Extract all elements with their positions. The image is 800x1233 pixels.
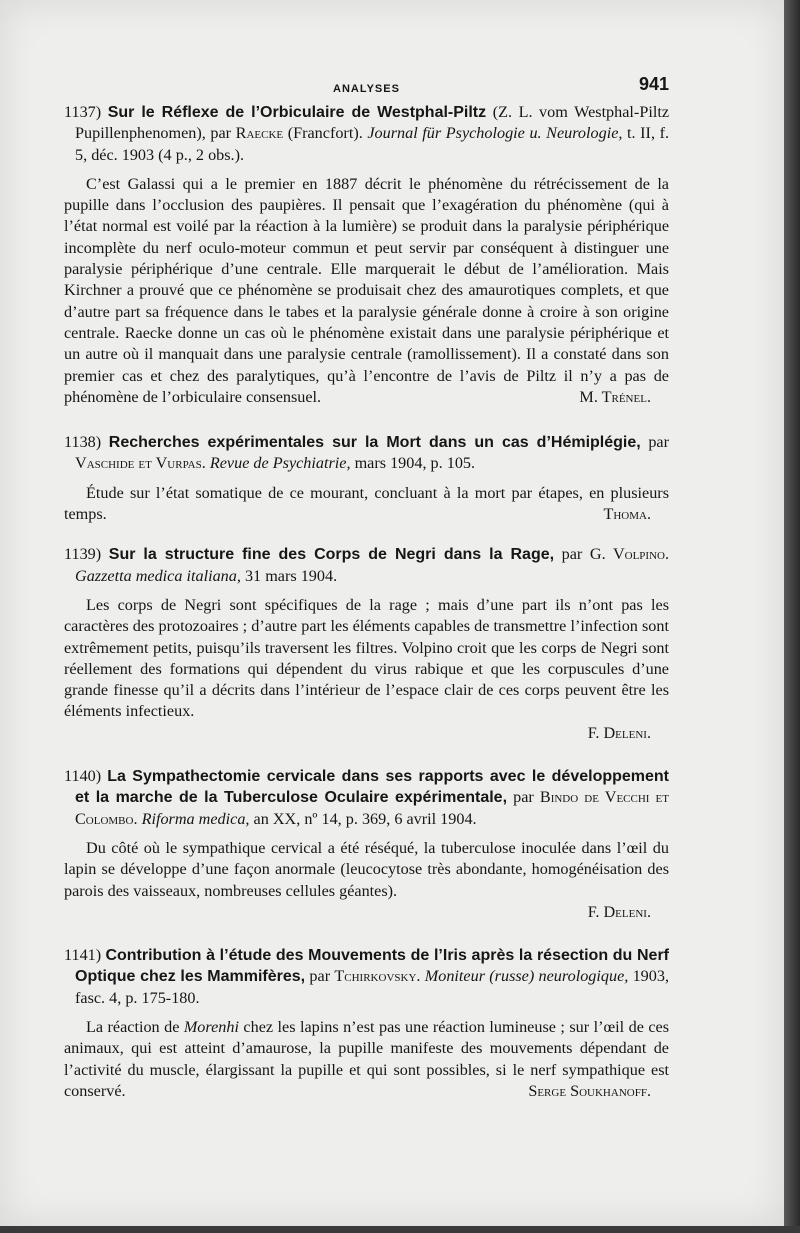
entry-journal: Riforma medica, <box>141 809 250 828</box>
running-head: ANALYSES <box>333 83 400 95</box>
entry-reference-3: 1903, fasc. 4, p. 175-180. <box>75 967 670 1007</box>
entry-reference: (Z. L. vom Westphal-Piltz Pupillenphenomen), par <box>75 103 670 143</box>
entry-body: Les corps de Negri sont spécifiques de la rage ; mais d’une part ils n’ont pas les caractères des protozoaires ; d’autre part les éléments capables de transmettre l’infection sont extrêmement petits, puisqu’ils traversent les filtres. Volpino croit que les corps de Negri sont réellement des formations qui dépendent du virus rabique et que les corpuscules d’une grande finesse qu’il a décrits dans l’intérieur de l’espace clair de ces corps peuvent être les éléments infectieux. <box>64 595 669 721</box>
entry-reference-2: (Francfort). <box>283 124 368 143</box>
page-edge-bottom <box>0 1226 800 1233</box>
entry-body: Du côté où le sympathique cervical a été réséqué, la tuberculose inoculée dans l’œil du lapin se développe d’une façon anormale (leucocytose très abondante, homogénéisation des parois des vaisseaux, nombreuses cellules géantes). <box>64 838 669 900</box>
entry-signature: Serge Soukhanoff. <box>528 1081 651 1100</box>
entry-number: 1140) <box>64 767 102 786</box>
entry-title: Sur le Réflexe de l’Orbiculaire de Westphal-Piltz <box>107 104 487 121</box>
entry-number: 1139) <box>64 545 102 564</box>
entry-body-text: C’est Galassi qui a le premier en 1887 décrit le phénomène du rétrécissement de la pupille dans l’occlusion des paupières. Il pensait que l’exagération du phénomène (qui à l’état normal est voilé par la réaction à la lumière) se produit dans la paralysie périphérique incomplète du nerf oculo-moteur commun et peut servir par conséquent à distinguer une paralysie périphérique d’une centrale. Elle marquerait le début de l’amélioration. Mais Kirchner a prouvé que ce phénomène se produisait chez des amaurotiques complets, et que d’autre part sa fréquence dans le tabes et la paralysie générale donne à croire à son origine centrale. Raecke donne un cas où le phénomène existait dans une paralysie périphérique et un autre où il manquait dans une paralysie centrale (ramollissement). Il a constaté dans son premier cas et chez des paralytiques, qu’à l’encontre de l’avis de Piltz il n’y a pas de phénomène de l’orbiculaire consensuel. <box>64 174 669 406</box>
entry-author: Bindo de Vecchi et Colombo. <box>75 788 669 828</box>
entry-heading <box>64 102 669 166</box>
entry-author: Vaschide et Vurpas. <box>75 454 206 473</box>
entry-body-text: La réaction de <box>86 1017 184 1036</box>
page-content <box>64 74 669 1102</box>
entry-number: 1138) <box>64 433 102 452</box>
entry-signature: F. Deleni. <box>587 902 651 921</box>
entry-journal: Journal für Psychologie u. Neurologie, <box>367 124 623 143</box>
entry-reference-3: mars 1904, p. 105. <box>350 454 476 473</box>
entry-reference: par <box>640 433 670 452</box>
entry-number: 1137) <box>64 103 102 121</box>
entry-body <box>64 174 669 408</box>
entry-body-italic: Morenhi <box>183 1017 239 1036</box>
entry-reference: par <box>554 545 590 564</box>
entry-author: G. Volpino. <box>589 545 670 564</box>
entry-body-text-2: chez les lapins n’est pas une réaction lumineuse ; sur l’œil de ces animaux, qui est atteint d’amaurose, la pupille manifeste des mouvements dépendant de l’activité du muscle, élargissant la pupille et qui sont possibles, si le nerf sympathique est conservé. <box>64 1017 669 1100</box>
entry-reference-3: an XX, nº 14, p. 369, 6 avril 1904. <box>249 809 477 828</box>
entry-1137 <box>64 102 669 408</box>
page-number: 941 <box>638 74 669 94</box>
entry-signature: M. Trénel. <box>579 387 651 406</box>
entry-1140 <box>64 766 669 923</box>
entry-heading <box>64 945 669 1009</box>
entry-author: Raecke <box>235 124 284 143</box>
entry-number: 1141) <box>64 946 102 965</box>
entry-reference: par <box>507 788 540 807</box>
entry-journal: Gazzetta medica italiana, <box>75 566 241 585</box>
entry-journal: Moniteur (russe) neurologique, <box>424 967 629 986</box>
entry-heading <box>64 766 669 830</box>
entry-author: Tchirkovsky. <box>334 967 421 986</box>
entry-title: Contribution à l’étude des Mouvements de l’Iris après la résection du Nerf Optique chez les Mammifères, <box>75 947 669 986</box>
entry-1141 <box>64 945 669 1102</box>
entry-reference-3: 31 mars 1904. <box>240 566 338 585</box>
entry-body-text: Étude sur l’état somatique de ce mourant, concluant à la mort par étapes, en plusieurs temps. <box>64 483 669 524</box>
entry-title: Recherches expérimentales sur la Mort dans un cas d’Hémiplégie, <box>108 434 641 452</box>
page-header <box>64 74 669 98</box>
entry-title: La Sympathectomie cervicale dans ses rapports avec le développement et la marche de la Tuberculose Oculaire expérimentale, <box>75 768 670 807</box>
entry-1139 <box>64 544 669 744</box>
entry-heading <box>64 432 669 475</box>
entry-signature: F. Deleni. <box>587 723 651 742</box>
page-edge-right <box>784 0 800 1233</box>
entry-journal: Revue de Psychiatrie, <box>209 454 351 473</box>
entry-1138 <box>64 432 669 525</box>
entry-reference: par <box>305 967 335 986</box>
entry-reference-3: t. II, f. 5, déc. 1903 (4 p., 2 obs.). <box>75 124 670 164</box>
entry-title: Sur la structure fine des Corps de Negri dans la Rage, <box>108 546 555 564</box>
entry-signature: Thoma. <box>603 505 651 524</box>
entry-heading <box>64 544 669 587</box>
entry-body <box>64 483 669 526</box>
entry-body <box>64 1017 669 1102</box>
